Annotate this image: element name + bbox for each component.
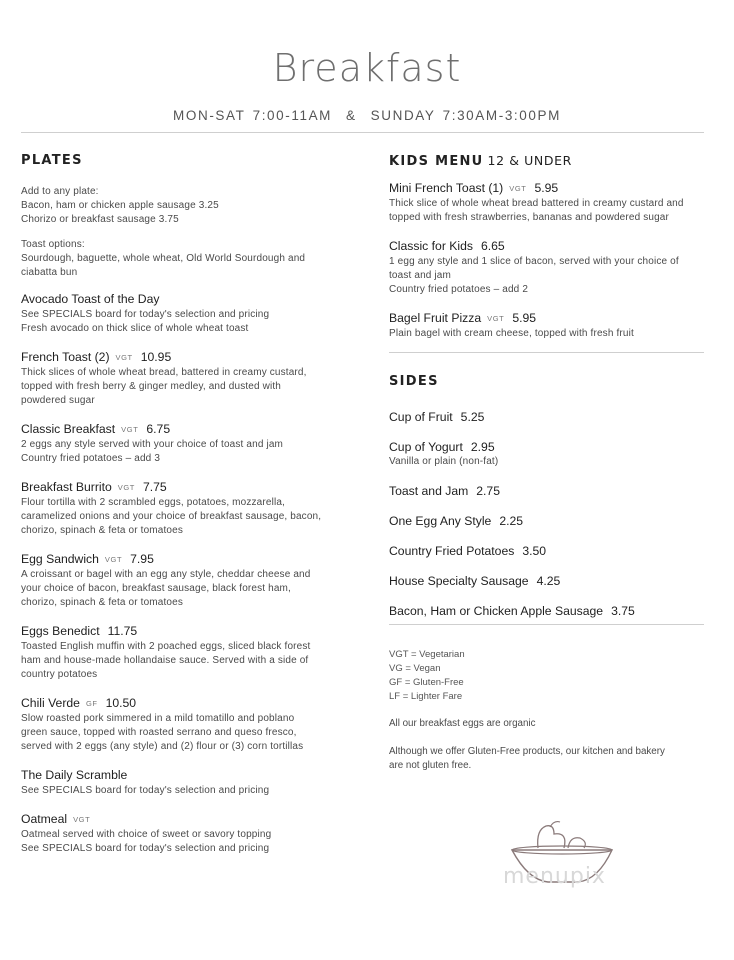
menu-item-description: your choice of bacon, breakfast sausage, black forest ham,: [21, 583, 291, 594]
menu-item-description: 1 egg any style and 1 slice of bacon, served with your choice of: [389, 256, 679, 267]
menupix-watermark: menupix: [503, 864, 606, 889]
menu-item-description: Fresh avocado on thick slice of whole wheat toast: [21, 323, 249, 334]
menu-item-description: topped with fresh strawberries, bananas and powdered sugar: [389, 212, 669, 223]
menu-item-description: toast and jam: [389, 270, 451, 281]
menu-item-name: Oatmeal: [21, 812, 68, 826]
menu-item: [21, 480, 351, 538]
side-item-price: 2.25: [499, 514, 524, 528]
add-to-plate-line: Chorizo or breakfast sausage 3.75: [21, 214, 179, 225]
menu-title: Breakfast: [272, 46, 462, 90]
menu-item-name: Breakfast Burrito: [21, 480, 112, 494]
side-item-heading: [389, 574, 714, 589]
menu-item-heading: [21, 768, 351, 783]
diet-tag: GF: [85, 699, 98, 708]
kids-sides-column: [389, 153, 714, 341]
side-item: [389, 484, 714, 499]
menu-item-description: chorizo, spinach & feta or tomatoes: [21, 525, 183, 536]
diet-tag: VGT: [104, 555, 123, 564]
kids-menu-title: KIDS MENU: [389, 154, 484, 169]
menu-item-description: See SPECIALS board for today's selection and pricing: [21, 309, 270, 320]
side-item-name: House Specialty Sausage: [389, 574, 529, 588]
menu-item-description: Oatmeal served with choice of sweet or savory topping: [21, 829, 272, 840]
kids-menu-age: 12 & UNDER: [487, 153, 572, 168]
gluten-note: [389, 745, 709, 773]
menu-item-heading: [21, 292, 351, 307]
menu-item-description: See SPECIALS board for today's selection and pricing: [21, 785, 270, 796]
gluten-note-line: are not gluten free.: [389, 760, 472, 771]
menu-item-description: Slow roasted pork simmered in a mild tomatillo and poblano: [21, 713, 295, 724]
side-item: [389, 604, 714, 619]
menu-item-price: 6.75: [146, 422, 171, 436]
menu-item: [389, 181, 714, 225]
legend-lf: LF = Lighter Fare: [389, 691, 463, 702]
menu-item-heading: [21, 624, 351, 639]
menu-item-price: 5.95: [534, 181, 559, 195]
menu-item-heading: [21, 480, 351, 495]
menu-item-description: 2 eggs any style served with your choice of toast and jam: [21, 439, 284, 450]
menu-item-description: powdered sugar: [21, 395, 95, 406]
side-item-price: 2.75: [476, 484, 500, 498]
gluten-note-line: Although we offer Gluten-Free products, our kitchen and bakery: [389, 746, 665, 757]
menu-item-description: See SPECIALS board for today's selection and pricing: [21, 843, 270, 854]
side-item: [389, 514, 714, 529]
side-item-heading: [389, 410, 714, 425]
menu-item-description: ham and house-made hollandaise sauce. Served with a side of: [21, 655, 309, 666]
menu-item: [21, 624, 351, 682]
menu-item-name: Eggs Benedict: [21, 624, 100, 638]
side-item-price: 4.25: [536, 574, 561, 588]
kids-divider: [389, 352, 704, 353]
side-item-description: Vanilla or plain (non-fat): [389, 456, 499, 467]
kids-menu-heading: [389, 153, 714, 169]
menu-item: [21, 768, 351, 798]
menu-item-description: served with 2 eggs (any style) and (2) flour or (3) corn tortillas: [21, 741, 304, 752]
menu-item-name: Egg Sandwich: [21, 552, 99, 566]
legend-vgt: VGT = Vegetarian: [389, 649, 465, 660]
menu-item-description: country potatoes: [21, 669, 98, 680]
menu-item-name: The Daily Scramble: [21, 768, 128, 782]
menu-item-name: French Toast (2): [21, 350, 110, 364]
sides-column: [389, 374, 714, 619]
menu-item-description: green sauce, topped with roasted serrano and queso fresco,: [21, 727, 297, 738]
side-item-name: Cup of Fruit: [389, 410, 453, 424]
diet-tag: VGT: [121, 425, 139, 434]
menu-item-description: Flour tortilla with 2 scrambled eggs, potatoes, mozzarella,: [21, 497, 285, 508]
menu-item: [21, 696, 351, 754]
menu-item-description: A croissant or bagel with an egg any style, cheddar cheese and: [21, 569, 311, 580]
menu-item-description: chorizo, spinach & feta or tomatoes: [21, 597, 183, 608]
menu-item-name: Chili Verde: [21, 696, 80, 710]
menu-item-price: 11.75: [107, 624, 138, 638]
side-item: [389, 440, 714, 469]
side-item-price: 3.75: [611, 604, 635, 618]
menu-item-description: Plain bagel with cream cheese, topped with fresh fruit: [389, 328, 634, 339]
toast-options-line: Sourdough, baguette, whole wheat, Old World Sourdough and: [21, 253, 306, 264]
menu-item: [21, 552, 351, 610]
add-to-plate-block: [21, 185, 351, 227]
menu-item-description: Thick slice of whole wheat bread battered in creamy custard and: [389, 198, 684, 209]
menu-item: [389, 239, 714, 297]
plates-item-list: [21, 292, 351, 856]
toast-options-line: ciabatta bun: [21, 267, 78, 278]
legend-vg: VG = Vegan: [389, 663, 441, 674]
side-item-name: Bacon, Ham or Chicken Apple Sausage: [389, 604, 604, 618]
menu-item-name: Avocado Toast of the Day: [21, 292, 160, 306]
side-item-name: One Egg Any Style: [389, 514, 492, 528]
header-divider: [21, 132, 704, 133]
kids-item-list: [389, 181, 714, 341]
legend-gf: GF = Gluten-Free: [389, 677, 464, 688]
menu-item-price: 7.75: [142, 480, 167, 494]
side-item-name: Cup of Yogurt: [389, 440, 463, 454]
add-to-plate-line: Add to any plate:: [21, 186, 99, 197]
diet-tag: VGT: [117, 483, 135, 492]
side-item-price: 3.50: [522, 544, 547, 558]
side-item-name: Country Fried Potatoes: [389, 544, 515, 558]
sides-item-list: [389, 410, 714, 619]
menu-item-description: topped with fresh berry & ginger medley, and dusted with: [21, 381, 282, 392]
menu-item: [389, 311, 714, 341]
side-item-price: 2.95: [470, 440, 495, 454]
menu-item: [21, 422, 351, 466]
menu-item-heading: [389, 311, 714, 326]
menu-item-description: Country fried potatoes – add 3: [21, 453, 161, 464]
side-item: [389, 574, 714, 589]
hours-ampersand: &: [346, 108, 357, 123]
diet-tag: VGT: [509, 184, 527, 193]
menu-item-heading: [21, 696, 351, 711]
sides-divider: [389, 624, 704, 625]
menu-item-price: 5.95: [512, 311, 537, 325]
plates-column: [21, 153, 351, 856]
side-item-heading: [389, 604, 714, 619]
menu-item-description: caramelized onions and your choice of breakfast sausage, bacon,: [21, 511, 322, 522]
menu-item-heading: [21, 552, 351, 567]
menu-item-price: 10.50: [105, 696, 137, 710]
menu-item-description: Country fried potatoes – add 2: [389, 284, 529, 295]
diet-legend: [389, 648, 589, 704]
menu-item: [21, 292, 351, 336]
menu-item-name: Classic for Kids: [389, 239, 473, 253]
menu-item-name: Mini French Toast (1): [389, 181, 504, 195]
side-item-heading: [389, 544, 714, 559]
add-to-plate-line: Bacon, ham or chicken apple sausage 3.25: [21, 200, 219, 211]
side-item-heading: [389, 514, 714, 529]
organic-note: All our breakfast eggs are organic: [389, 718, 536, 729]
menu-item-price: 7.95: [130, 552, 154, 566]
toast-options-block: [21, 238, 351, 280]
menu-item-heading: [21, 422, 351, 437]
hours-sunday: SUNDAY 7:30AM-3:00PM: [370, 108, 561, 123]
menu-item-price: 10.95: [140, 350, 172, 364]
menu-item-heading: [21, 350, 351, 365]
diet-tag: VGT: [115, 353, 133, 362]
diet-tag: VGT: [487, 314, 505, 323]
toast-options-line: Toast options:: [21, 239, 85, 250]
menu-item-description: Thick slices of whole wheat bread, battered in creamy custard,: [21, 367, 307, 378]
side-item: [389, 544, 714, 559]
plates-heading: PLATES: [21, 153, 83, 168]
diet-tag: VGT: [73, 815, 91, 824]
menu-item: [21, 812, 351, 856]
menu-item-heading: [389, 181, 714, 196]
menu-item-heading: [389, 239, 714, 254]
sides-heading: SIDES: [389, 374, 439, 389]
menu-item-description: Toasted English muffin with 2 poached eggs, sliced black forest: [21, 641, 311, 652]
side-item: [389, 410, 714, 425]
menu-item-price: 6.65: [480, 239, 505, 253]
side-item-price: 5.25: [460, 410, 485, 424]
side-item-heading: [389, 440, 714, 455]
menu-item: [21, 350, 351, 408]
menu-item-heading: [21, 812, 351, 827]
menu-item-name: Bagel Fruit Pizza: [389, 311, 482, 325]
side-item-heading: [389, 484, 714, 499]
hours-line: [0, 108, 734, 123]
hours-weekday: MON-SAT 7:00-11AM: [173, 108, 333, 123]
side-item-name: Toast and Jam: [389, 484, 469, 498]
menu-item-name: Classic Breakfast: [21, 422, 116, 436]
